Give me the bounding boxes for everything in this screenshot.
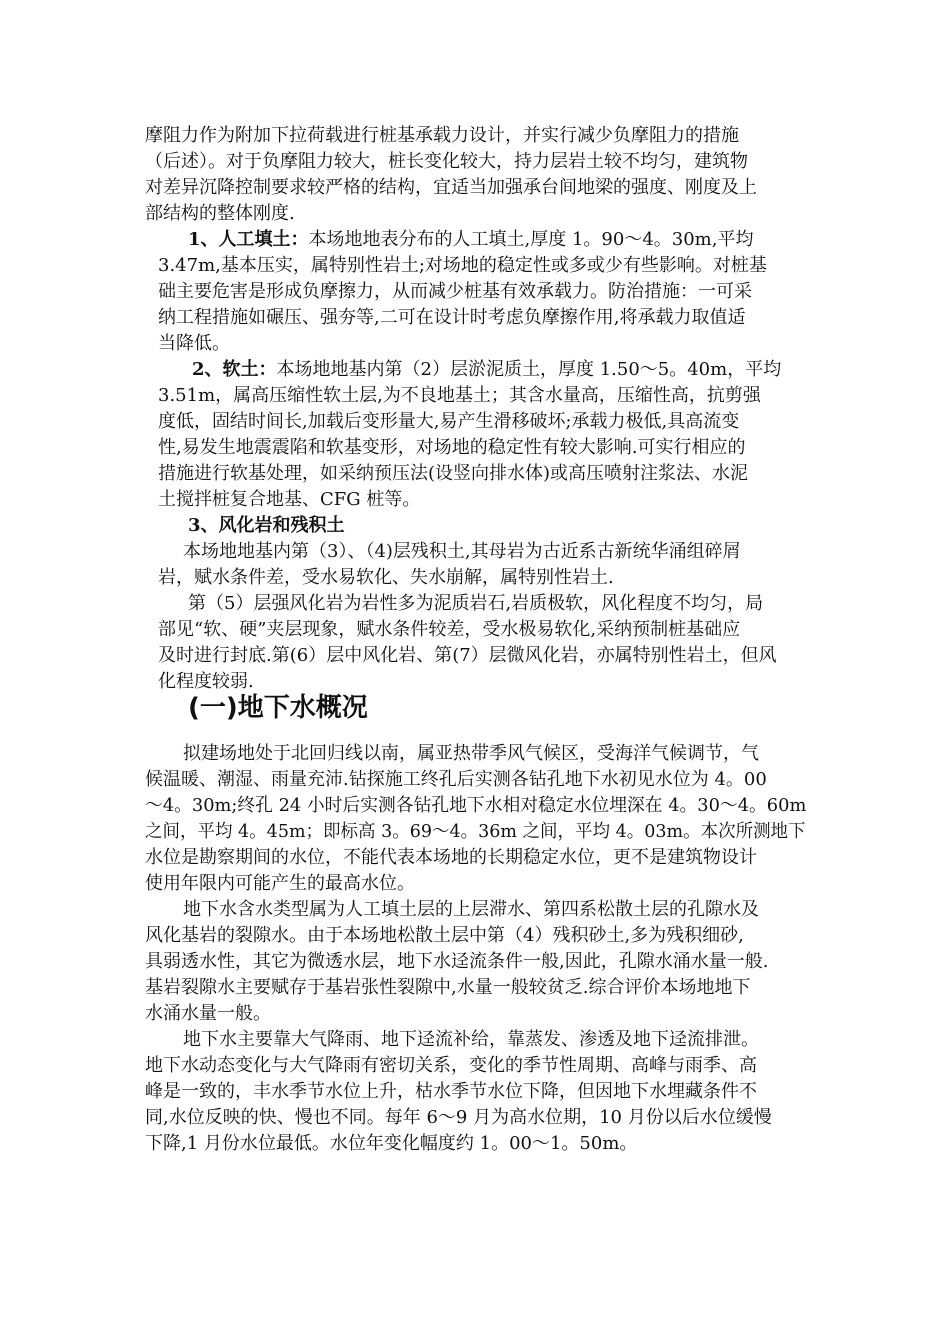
item-2-text: 本场地地基内第（2）层淤泥质土，厚度 1.50～5。40m，平均 [276,359,782,380]
item-3-label: 3、风化岩和残积土 [188,515,345,536]
section-heading: (一)地下水概况 [188,693,368,723]
text-line: 3.51m，属高压缩性软土层,为不良地基土；其含水量高，压缩性高，抗剪强 [158,385,761,406]
text-line: 度低，固结时间长,加载后变形量大,易产生滑移破坏;承载力极低,具高流变 [158,411,740,432]
text-line: 地下水主要靠大气降雨、地下迳流补给，靠蒸发、渗透及地下迳流排泄。 [183,1029,759,1050]
text-line: 部见“软、硬”夹层现象，赋水条件较差，受水极易软化,采纳预制桩基础应 [158,619,741,640]
text-line: 及时进行封底.第(6）层中风化岩、第(7）层微风化岩，亦属特别性岩土，但风 [158,645,777,666]
text-line: 使用年限内可能产生的最高水位。 [145,873,415,894]
item-1-text: 本场地地表分布的人工填土,厚度 1。90～4。30m,平均 [308,229,754,250]
text-line: 基岩裂隙水主要赋存于基岩张性裂隙中,水量一般较贫乏.综合评价本场地地下 [145,977,751,998]
text-line: （后述）。对于负摩阻力较大，桩长变化较大，持力层岩土较不均匀，建筑物 [145,151,748,172]
text-line: ～4。30m;终孔 24 小时后实测各钻孔地下水相对稳定水位埋深在 4。30～4。60m [145,795,807,816]
text-line: 地下水动态变化与大气降雨有密切关系，变化的季节性周期、高峰与雨季、高 [145,1055,757,1076]
text-line: 化程度较弱. [158,671,254,692]
text-line: 下降,1 月份水位最低。水位年变化幅度约 1。00～1。50m。 [145,1133,638,1154]
text-line: 摩阻力作为附加下拉荷载进行桩基承载力设计，并实行减少负摩阻力的措施 [145,125,739,146]
text-line: 岩，赋水条件差，受水易软化、失水崩解，属特别性岩土. [158,567,614,588]
text-line: 第（5）层强风化岩为岩性多为泥质岩石,岩质极软，风化程度不均匀，局 [188,593,764,614]
text-line: 拟建场地处于北回归线以南，属亚热带季风气候区，受海洋气候调节，气 [183,743,759,764]
text-line: 本场地地基内第（3）、（4)层残积土,其母岩为古近系古新统华涌组碎屑 [183,541,741,562]
text-line: 纳工程措施如碾压、强夯等,二可在设计时考虑负摩擦作用,将承载力取值适 [158,307,746,328]
text-line: 峰是一致的，丰水季节水位上升，枯水季节水位下降，但因地下水埋藏条件不 [145,1081,757,1102]
text-line: 土搅拌桩复合地基、CFG 桩等。 [158,489,421,510]
text-line: 水位是勘察期间的水位，不能代表本场地的长期稳定水位，更不是建筑物设计 [145,847,757,868]
text-line: 候温暖、潮湿、雨量充沛.钻探施工终孔后实测各钻孔地下水初见水位为 4。00 [145,769,767,790]
text-line: 对差异沉降控制要求较严格的结构，宜适当加强承台间地梁的强度、刚度及上 [145,177,757,198]
item-1-first-line [188,227,753,253]
text-line: 部结构的整体刚度. [145,203,295,224]
item-1-label: 1、人工填土： [188,229,309,250]
text-line: 水涌水量一般。 [145,1003,271,1024]
text-line: 风化基岩的裂隙水。由于本场地松散土层中第（4）残积砂土,多为残积细砂, [145,925,744,946]
text-line: 具弱透水性，其它为微透水层，地下水迳流条件一般,因此，孔隙水涌水量一般. [145,951,769,972]
text-line: 性,易发生地震震陷和软基变形，对场地的稳定性有较大影响.可实行相应的 [158,437,746,458]
item-2-first-line [192,357,781,383]
text-line: 础主要危害是形成负摩擦力，从而减少桩基有效承载力。防治措施：一可采 [158,281,752,302]
item-2-label: 2、软土： [192,359,277,380]
text-line: 3.47m,基本压实，属特别性岩土;对场地的稳定性或多或少有些影响。对桩基 [158,255,767,276]
text-line: 之间，平均 4。45m；即标高 3。69～4。36m 之间，平均 4。03m。本次所测地下 [145,821,806,842]
text-line: 措施进行软基处理，如采纳预压法(设竖向排水体)或高压喷射注浆法、水泥 [158,463,749,484]
text-line: 当降低。 [158,333,230,354]
text-line: 地下水含水类型属为人工填土层的上层滞水、第四系松散土层的孔隙水及 [183,899,759,920]
text-line: 同,水位反映的快、慢也不同。每年 6～9 月为高水位期，10 月份以后水位缓慢 [145,1107,772,1128]
